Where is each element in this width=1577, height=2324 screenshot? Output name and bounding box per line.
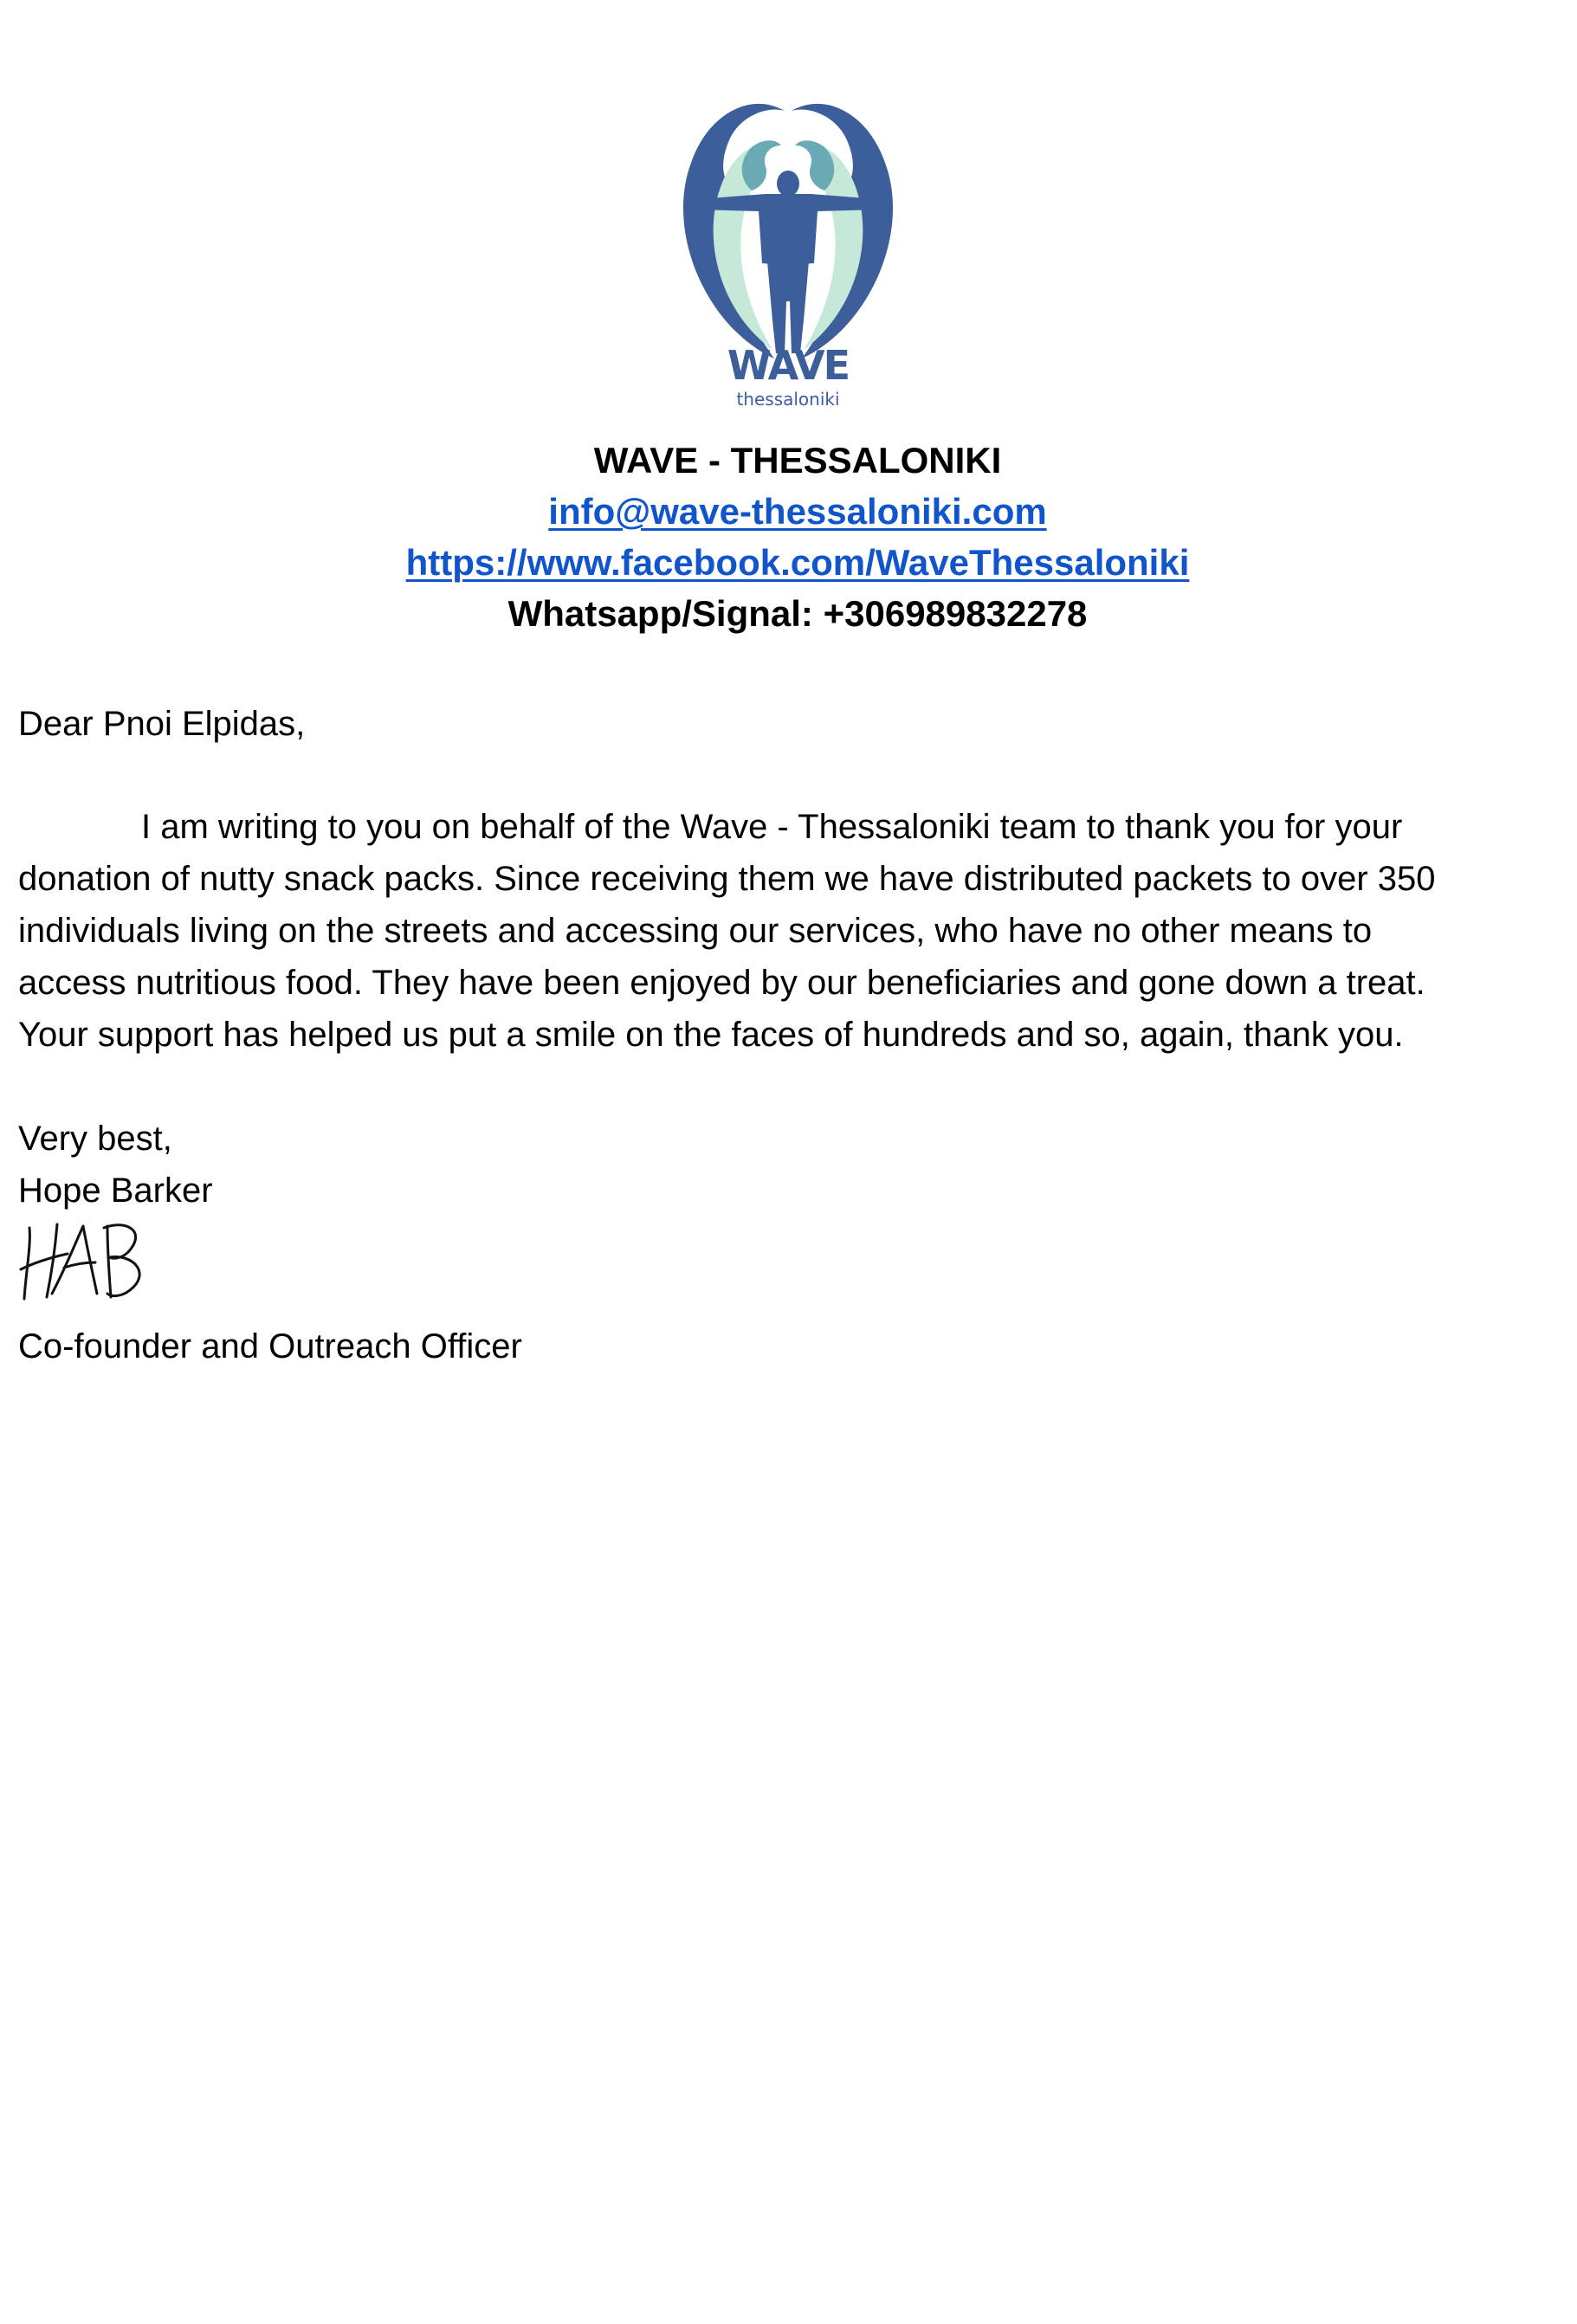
salutation: Dear Pnoi Elpidas,: [18, 705, 306, 743]
signer-name: Hope Barker: [18, 1172, 213, 1210]
signature-graphic: [17, 1219, 149, 1302]
wave-logo-graphic: [672, 94, 904, 416]
signer-title: Co-founder and Outreach Officer: [18, 1327, 522, 1365]
email-link[interactable]: info@wave-thessaloniki.com: [548, 491, 1047, 532]
email-line: [0, 486, 1577, 537]
paragraph-line: donation of nutty snack packs. Since receiving them we have distributed packets to over 350: [18, 860, 1436, 898]
signature: [17, 1219, 149, 1302]
facebook-link[interactable]: https://www.facebook.com/WaveThessaloniki: [405, 542, 1190, 583]
logo-subtitle: thessaloniki: [736, 389, 840, 410]
right-wave-crest: [795, 140, 834, 190]
paragraph-line: Your support has helped us put a smile on the faces of hundreds and so, again, thank you.: [18, 1016, 1404, 1054]
facebook-line: [0, 537, 1577, 588]
paragraph-line: individuals living on the streets and accessing our services, who have no other means to: [18, 912, 1373, 950]
phone-contact: Whatsapp/Signal: +306989832278: [507, 593, 1088, 634]
wave-logo: [672, 94, 904, 416]
org-name: WAVE - THESSALONIKI: [593, 440, 1002, 481]
paragraph-line: I am writing to you on behalf of the Wave - Thessaloniki team to thank you for your: [141, 808, 1403, 846]
paragraph-line: access nutritious food. They have been enjoyed by our beneficiaries and gone down a treat.: [18, 964, 1425, 1002]
left-wave-crest: [742, 140, 781, 190]
body-paragraph: [18, 801, 1577, 1061]
logo-wordmark: WAVE: [727, 342, 850, 389]
closing: Very best,: [18, 1120, 172, 1158]
contact-header: [0, 435, 1577, 639]
